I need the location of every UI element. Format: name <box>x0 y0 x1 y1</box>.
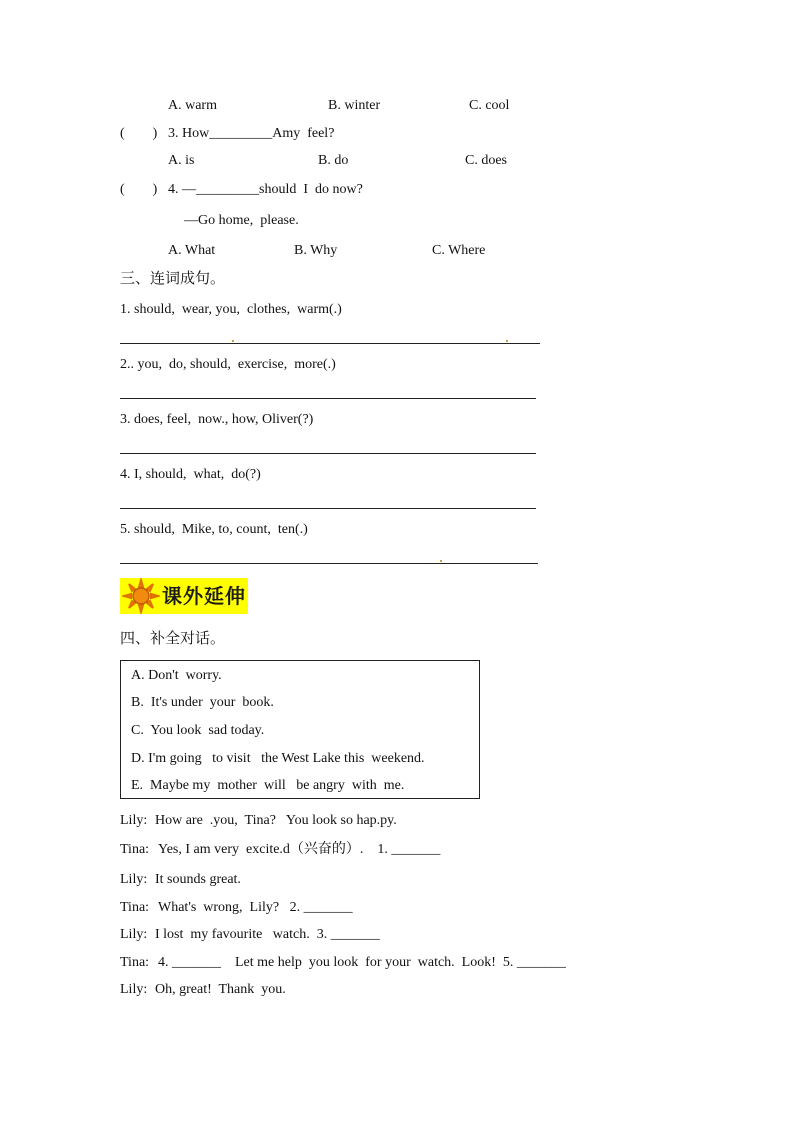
q2-option-a: A. warm <box>168 98 217 113</box>
dialogue-line: Oh, great! Thank you. <box>155 982 286 997</box>
option-c: C. You look sad today. <box>131 723 265 738</box>
section3-item-2: 2.. you, do, should, exercise, more(.) <box>120 357 336 372</box>
q4-option-a: A. What <box>168 243 216 258</box>
section3-heading: 三、连词成句。 <box>120 269 226 287</box>
answer-line-3[interactable] <box>120 453 536 454</box>
answer-line-4[interactable] <box>120 508 536 509</box>
q3-option-b: B. do <box>318 153 349 168</box>
dialogue-line: 4. _______ Let me help you look for your watch. Look! 5. _______ <box>158 955 566 970</box>
q2-option-b: B. winter <box>328 98 381 113</box>
dialogue-speaker: Lily: <box>120 927 148 942</box>
option-e: E. Maybe my mother will be angry with me. <box>131 778 405 793</box>
q4-option-b: B. Why <box>294 243 338 258</box>
dialogue-speaker: Tina: <box>120 900 150 915</box>
option-a: A. Don't worry. <box>131 668 222 683</box>
q3-answer-paren: ( ) <box>120 126 158 141</box>
dialogue-speaker: Lily: <box>120 813 148 828</box>
q4-reply: —Go home, please. <box>184 213 299 228</box>
dialogue-speaker: Lily: <box>120 872 148 887</box>
section3-item-3: 3. does, feel, now., how, Oliver(?) <box>120 412 314 427</box>
q3-option-a: A. is <box>168 153 195 168</box>
line-mark <box>506 340 508 342</box>
dialogue-speaker: Tina: <box>120 842 150 857</box>
section3-item-5: 5. should, Mike, to, count, ten(.) <box>120 522 308 537</box>
q2-option-c: C. cool <box>469 98 510 113</box>
extension-banner <box>120 578 248 614</box>
dialogue-line: It sounds great. <box>155 872 241 887</box>
q3-option-c: C. does <box>465 153 507 168</box>
q4-option-c: C. Where <box>432 243 486 258</box>
answer-line-5[interactable] <box>120 563 538 564</box>
section3-item-1: 1. should, wear, you, clothes, warm(.) <box>120 302 342 317</box>
sun-icon <box>122 578 160 614</box>
answer-line-2[interactable] <box>120 398 536 399</box>
dialogue-line: What's wrong, Lily? 2. _______ <box>158 900 353 915</box>
q3-stem: 3. How_________Amy feel? <box>168 126 335 141</box>
q4-answer-paren: ( ) <box>120 182 158 197</box>
answer-line-1[interactable] <box>120 343 540 344</box>
section3-item-4: 4. I, should, what, do(?) <box>120 467 261 482</box>
banner-label: 课外延伸 <box>162 584 246 608</box>
line-mark <box>440 560 442 562</box>
line-mark <box>232 340 234 342</box>
dialogue-line: Yes, I am very excite.d（兴奋的）. 1. _______ <box>158 842 441 857</box>
q4-stem: 4. —_________should I do now? <box>168 182 363 197</box>
dialogue-line: I lost my favourite watch. 3. _______ <box>155 927 380 942</box>
dialogue-line: How are .you, Tina? You look so hap.py. <box>155 813 397 828</box>
dialogue-speaker: Tina: <box>120 955 150 970</box>
section4-heading: 四、补全对话。 <box>120 629 226 647</box>
option-b: B. It's under your book. <box>131 695 274 710</box>
option-d: D. I'm going to visit the West Lake this weekend. <box>131 751 425 766</box>
dialogue-speaker: Lily: <box>120 982 148 997</box>
